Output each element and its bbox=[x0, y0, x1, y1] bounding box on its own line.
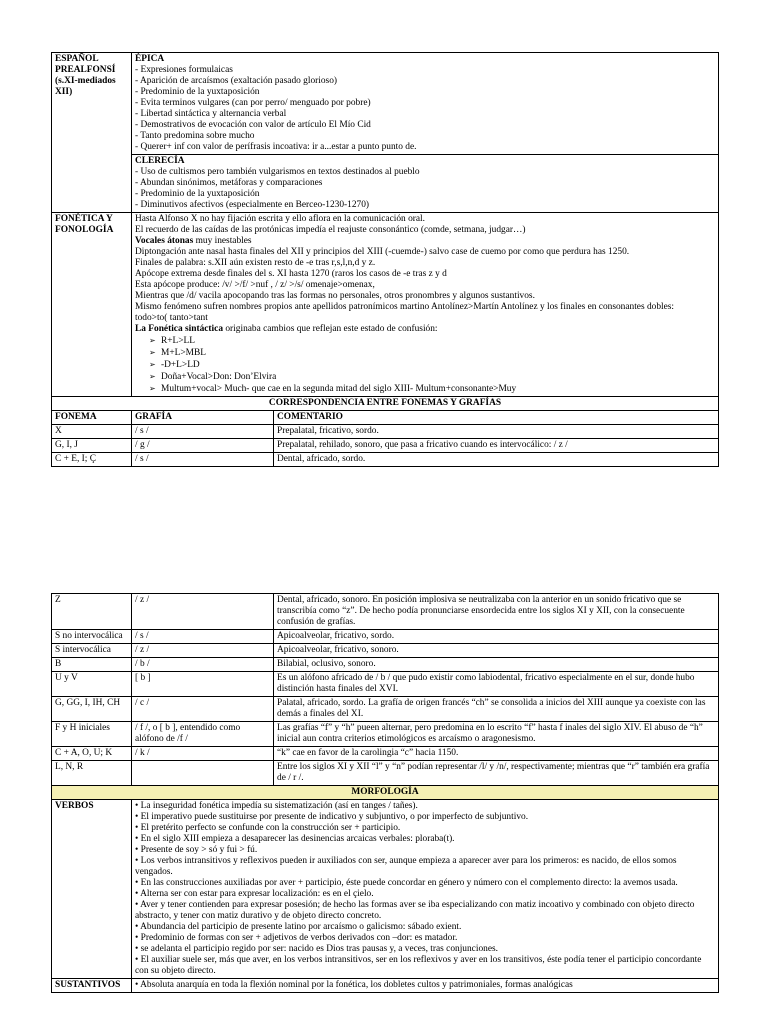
table-row bbox=[52, 697, 719, 722]
fonema-cell: S no intervocálica bbox=[52, 630, 132, 644]
header-grafia: GRAFÍA bbox=[132, 411, 274, 425]
clerecia-cell bbox=[132, 155, 719, 213]
bullet-text: M+L>MBL bbox=[161, 348, 206, 358]
vocales-line bbox=[135, 236, 715, 247]
fonema-cell: B bbox=[52, 658, 132, 672]
grafia-cell: / b / bbox=[132, 658, 274, 672]
clerecia-line: - Uso de cultismos pero también vulgarismos en textos destinados al pueblo bbox=[135, 167, 420, 177]
verbos-line: • Abundancia del participio de presente latino por arcaísmo o galicismo: sábado exient. bbox=[135, 922, 462, 932]
grafias-table-continued bbox=[51, 593, 719, 993]
sustantivos-cell: • Absoluta anarquía en toda la flexión nominal por la fonética, los dobletes cultos y patrimoniales, formas analógicas bbox=[132, 979, 719, 993]
grafia-cell: / c / bbox=[132, 697, 274, 722]
bullet-text: Doña+Vocal>Don: Don’Elvira bbox=[161, 372, 277, 382]
verbos-line: • La inseguridad fonética impedía su sistematización (así en tanges / tañes). bbox=[135, 801, 418, 811]
verbos-line: • Los verbos intransitivos y reflexivos pueden ir auxiliados con ser, aunque empieza a aparecer aver para los primeros: es nacido, de ellos somos vengados. bbox=[135, 856, 677, 877]
comentario-cell: Apicoalveolar, fricativo, sonoro. bbox=[274, 644, 719, 658]
grafia-cell bbox=[132, 761, 274, 786]
morfologia-title: MORFOLOGÍA bbox=[52, 786, 719, 800]
sintactica-line bbox=[135, 324, 715, 335]
sintactica-bullet bbox=[135, 371, 715, 383]
fonetica-line: Finales de palabra: s.XII aún existen resto de -e tras r,s,l,n,d y z. bbox=[135, 258, 376, 268]
clerecia-line: - Abundan sinónimos, metáforas y comparaciones bbox=[135, 178, 323, 188]
table-row bbox=[52, 722, 719, 747]
verbos-line: • En las construcciones auxiliadas por aver + participio, éste puede concordar en género y número con el complemento directo: la avemos usada. bbox=[135, 878, 678, 888]
fonetica-line: Mientras que /d/ vacila apocopando tras las formas no personales, otros pronombres y algunos sustantivos. bbox=[135, 291, 535, 301]
grafia-cell: / s / bbox=[132, 453, 274, 467]
clerecia-line: - Diminutivos afectivos (especialmente en Berceo-1230-1270) bbox=[135, 200, 370, 210]
fonema-cell: U y V bbox=[52, 672, 132, 697]
fonema-cell: G, GG, I, IH, CH bbox=[52, 697, 132, 722]
bullet-text: Multum+vocal> Much- que cae en la segunda mitad del siglo XIII- Multum+consonante>Muy bbox=[161, 384, 517, 394]
epica-line: - Evita terminos vulgares (can por perro/ menguado por pobre) bbox=[135, 98, 371, 108]
comentario-cell: Entre los siglos XI y XII “l” y “n” podían representar /l/ y /n/, respectivamente; mientras que “r” también era grafía de / r /. bbox=[274, 761, 719, 786]
fonetica-line: Hasta Alfonso X no hay fijación escrita y ello aflora en la comunicación oral. bbox=[135, 214, 426, 224]
fonema-cell: Z bbox=[52, 594, 132, 630]
sintactica-bullet bbox=[135, 347, 715, 359]
bullet-text: -D+L>LD bbox=[161, 360, 200, 370]
sintactica-bullet bbox=[135, 383, 715, 395]
sintactica-bullet bbox=[135, 335, 715, 347]
table-row bbox=[52, 425, 719, 439]
verbos-label: VERBOS bbox=[52, 800, 132, 979]
fonetica-line: Esta apócope produce: /v/ >/f/ >nuf , / z/ >/s/ omenaje>omenax, bbox=[135, 280, 375, 290]
grafia-cell: / z / bbox=[132, 594, 274, 630]
epica-line: - Demostrativos de evocación con valor de artículo El Mío Cid bbox=[135, 120, 371, 130]
verbos-line: • Presente de soy > só y fui > fú. bbox=[135, 845, 258, 855]
comentario-cell: Las grafías “f” y “h” pueen alternar, pero predomina en lo escrito “f” hasta f inales del siglo XIV. El abuso de “h” inicial aun contra criterios etimológicos es arcaísmo o aragonesismo. bbox=[274, 722, 719, 747]
table-row bbox=[52, 658, 719, 672]
epica-cell bbox=[132, 53, 719, 155]
verbos-line: • Aver y tener contienden para expresar posesión; de hecho las formas aver se iba especializando con matiz incoativo y combinado con objeto directo abstracto, y tener con matiz durativo y de objeto directo concreto. bbox=[135, 900, 695, 921]
comentario-cell: “k” cae en favor de la carolingia “c” hacia 1150. bbox=[274, 747, 719, 761]
prealfonsi-table bbox=[51, 52, 719, 467]
fonetica-label: FONÉTICA Y FONOLOGÍA bbox=[52, 213, 132, 397]
table-row bbox=[52, 672, 719, 697]
comentario-cell: Dental, africado, sonoro. En posición implosiva se neutralizaba con la anterior en un sonido fricativo que se transcribía como “z”. De hecho podía pronunciarse ensordecida entre los siglos XI y XII, con la consecuente confusión de grafías. bbox=[274, 594, 719, 630]
epica-line: - Libertad sintáctica y alternancia verbal bbox=[135, 109, 287, 119]
table-row bbox=[52, 594, 719, 630]
epica-title: ÉPICA bbox=[135, 54, 165, 64]
table-row bbox=[52, 439, 719, 453]
grafia-cell: / f /, o [ b ], entendido como alófono de /f / bbox=[132, 722, 274, 747]
page-1 bbox=[0, 52, 768, 467]
grafia-cell: / k / bbox=[132, 747, 274, 761]
clerecia-title: CLERECÍA bbox=[135, 156, 185, 166]
fonema-cell: S intervocálica bbox=[52, 644, 132, 658]
verbos-line: • El auxiliar suele ser, más que aver, en los verbos intransitivos, ser en los reflexivos y aver en los transitivos, éste podía tener el participio concordante con su objeto directo. bbox=[135, 955, 702, 976]
table-row bbox=[52, 630, 719, 644]
fonema-cell: F y H iniciales bbox=[52, 722, 132, 747]
table-row bbox=[52, 644, 719, 658]
arrow-bullet-icon: ➢ bbox=[149, 348, 156, 357]
fonetica-line: Diptongación ante nasal hasta finales del XII y principios del XIII (-cuemde-) salvo case de cuemo por como que perdura has 1250. bbox=[135, 247, 630, 257]
comentario-cell: Palatal, africado, sordo. La grafía de origen francés “ch” se consolida a inicios del XIII aunque ya coexiste con las demás a finales del XI. bbox=[274, 697, 719, 722]
epica-line: - Tanto predomina sobre mucho bbox=[135, 131, 255, 141]
arrow-bullet-icon: ➢ bbox=[149, 336, 156, 345]
page-2 bbox=[0, 593, 768, 993]
comentario-cell: Prepalatal, fricativo, sordo. bbox=[274, 425, 719, 439]
sintactica-bold: La Fonética sintáctica bbox=[135, 324, 224, 334]
comentario-cell: Dental, africado, sordo. bbox=[274, 453, 719, 467]
fonetica-line: todo>to( tanto>tant bbox=[135, 313, 208, 323]
fonetica-cell bbox=[132, 213, 719, 397]
fonema-cell: X bbox=[52, 425, 132, 439]
fonema-cell: C + A, O, U; K bbox=[52, 747, 132, 761]
arrow-bullet-icon: ➢ bbox=[149, 372, 156, 381]
grafia-cell: / g / bbox=[132, 439, 274, 453]
fonema-cell: L, N, R bbox=[52, 761, 132, 786]
fonetica-line: Mismo fenómeno sufren nombres propios ante apellidos patronímicos martino Antolínez>Martín Antolínez y los finales en consonantes dobles: bbox=[135, 302, 675, 312]
fonetica-line: El recuerdo de las caídas de las protónicas impedía el reajuste consonántico (comde, setmana, judgar…) bbox=[135, 225, 526, 235]
grafia-cell: / s / bbox=[132, 425, 274, 439]
bullet-text: R+L>LL bbox=[161, 336, 196, 346]
verbos-line: • En el siglo XIII empieza a desaparecer las desinencias arcaicas verbales: ploraba(t). bbox=[135, 834, 455, 844]
comentario-cell: Prepalatal, rehilado, sonoro, que pasa a fricativo cuando es intervocálico: / z / bbox=[274, 439, 719, 453]
epica-line: - Expresiones formulaicas bbox=[135, 65, 233, 75]
fonema-cell: C + E, I; Ç bbox=[52, 453, 132, 467]
table-row bbox=[52, 453, 719, 467]
epica-line: - Aparición de arcaísmos (exaltación pasado glorioso) bbox=[135, 76, 338, 86]
epica-line: - Querer+ inf con valor de perífrasis incoativa: ir a...estar a punto punto de. bbox=[135, 142, 417, 152]
sintactica-bullet bbox=[135, 359, 715, 371]
verbos-line: • El imperativo puede sustituirse por presente de indicativo y subjuntivo, o por imperfecto de subjuntivo. bbox=[135, 812, 529, 822]
fonetica-line: Apócope extrema desde finales del s. XI hasta 1270 (raros los casos de -e tras z y d bbox=[135, 269, 447, 279]
comentario-cell: Apicoalveolar, fricativo, sordo. bbox=[274, 630, 719, 644]
clerecia-line: - Predominio de la yuxtaposición bbox=[135, 189, 260, 199]
vocales-rest: muy inestables bbox=[193, 236, 252, 246]
verbos-cell bbox=[132, 800, 719, 979]
arrow-bullet-icon: ➢ bbox=[149, 384, 156, 393]
comentario-cell: Es un alófono africado de / b / que pudo existir como labiodental, fricativo especialmente en el sur, donde hubo distinción hasta finales del XVI. bbox=[274, 672, 719, 697]
sustantivos-label: SUSTANTIVOS bbox=[52, 979, 132, 993]
verbos-line: • se adelanta el participio regido por ser: nacido es Dios tras pausas y, a veces, tras conjunciones. bbox=[135, 944, 498, 954]
grafia-cell: [ b ] bbox=[132, 672, 274, 697]
grafia-cell: / z / bbox=[132, 644, 274, 658]
header-comentario: COMENTARIO bbox=[274, 411, 719, 425]
table-row bbox=[52, 761, 719, 786]
arrow-bullet-icon: ➢ bbox=[149, 360, 156, 369]
sintactica-rest: originaba cambios que reflejan este estado de confusión: bbox=[223, 324, 438, 334]
grafia-cell: / s / bbox=[132, 630, 274, 644]
correspondencia-title: CORRESPONDENCIA ENTRE FONEMAS Y GRAFÍAS bbox=[52, 397, 719, 411]
header-fonema: FONEMA bbox=[52, 411, 132, 425]
verbos-line: • Alterna ser con estar para expresar localización: es en el çielo. bbox=[135, 889, 374, 899]
vocales-bold: Vocales átonas bbox=[135, 236, 194, 246]
verbos-line: • Predominio de formas con ser + adjetivos de verbos derivados con –dor: es matador. bbox=[135, 933, 458, 943]
periodo-label: ESPAÑOL PREALFONSÍ (s.XI-mediados XII) bbox=[52, 53, 132, 213]
verbos-line: • El pretérito perfecto se confunde con la construcción ser + participio. bbox=[135, 823, 401, 833]
epica-line: - Predominio de la yuxtaposición bbox=[135, 87, 260, 97]
comentario-cell: Bilabial, oclusivo, sonoro. bbox=[274, 658, 719, 672]
table-row bbox=[52, 747, 719, 761]
fonema-cell: G, I, J bbox=[52, 439, 132, 453]
